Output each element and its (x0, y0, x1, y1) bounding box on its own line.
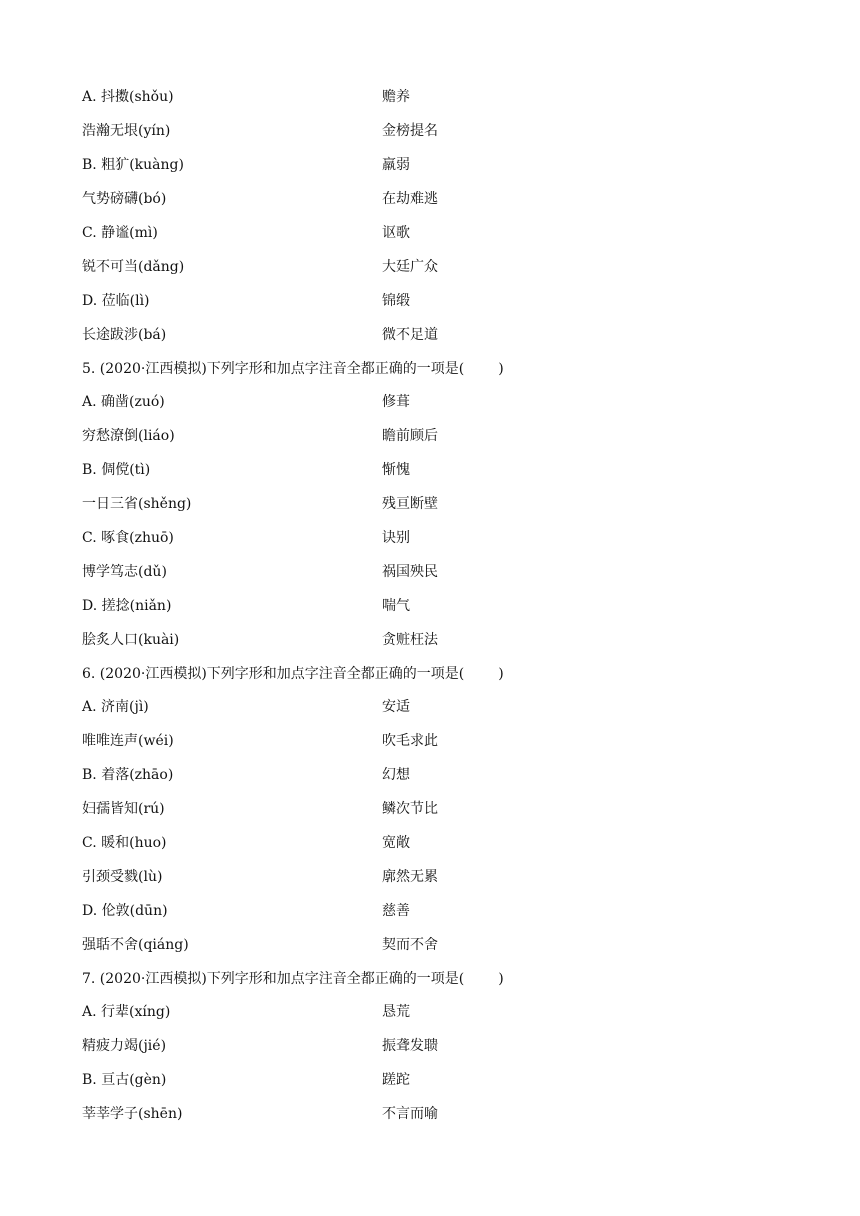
question-5-stem (82, 356, 504, 382)
option-row (82, 796, 782, 822)
option-left: 强聒不舍(qiáng) (82, 937, 189, 953)
option-right: 安适 (382, 699, 410, 715)
question-text: 7. (2020·江西模拟)下列字形和加点字注音全都正确的一项是( (82, 971, 465, 987)
option-row (82, 118, 782, 144)
option-left: 气势磅礴(bó) (82, 191, 167, 207)
option-row (82, 762, 782, 788)
option-row (82, 254, 782, 280)
option-left: 穷愁潦倒(liáo) (82, 428, 175, 444)
option-right: 宽敞 (382, 835, 410, 851)
option-left: 浩瀚无垠(yín) (82, 123, 171, 139)
close-paren: ) (498, 971, 504, 987)
question-text: 6. (2020·江西模拟)下列字形和加点字注音全都正确的一项是( (82, 666, 465, 682)
option-right: 廓然无累 (382, 869, 438, 885)
option-left: D. 伦敦(dūn) (82, 903, 168, 919)
option-row (82, 525, 782, 551)
option-row (82, 423, 782, 449)
question-text: 5. (2020·江西模拟)下列字形和加点字注音全都正确的一项是( (82, 361, 465, 377)
option-row (82, 1067, 782, 1093)
option-row (82, 186, 782, 212)
option-left: C. 静谧(mì) (82, 225, 158, 241)
option-right: 惭愧 (382, 462, 410, 478)
question-7-stem (82, 966, 504, 992)
option-left: A. 行辈(xíng) (82, 1004, 171, 1020)
option-left: D. 莅临(lì) (82, 293, 150, 309)
option-row (82, 694, 782, 720)
option-right: 瞻前顾后 (382, 428, 438, 444)
option-right: 幻想 (382, 767, 410, 783)
option-right: 祸国殃民 (382, 564, 438, 580)
option-row (82, 322, 782, 348)
option-right: 金榜提名 (382, 123, 438, 139)
option-left: 一日三省(shěng) (82, 496, 192, 512)
option-row (82, 932, 782, 958)
option-left: 锐不可当(dǎng) (82, 259, 185, 275)
option-right: 残亘断壁 (382, 496, 438, 512)
option-right: 恳荒 (382, 1004, 410, 1020)
option-right: 蹉跎 (382, 1072, 410, 1088)
option-left: C. 暖和(huo) (82, 835, 167, 851)
option-left: A. 确凿(zuó) (82, 394, 165, 410)
option-row (82, 389, 782, 415)
option-row (82, 220, 782, 246)
option-right: 鳞次节比 (382, 801, 438, 817)
option-row (82, 491, 782, 517)
option-right: 诀别 (382, 530, 410, 546)
option-row (82, 593, 782, 619)
option-right: 贪赃枉法 (382, 632, 438, 648)
option-row (82, 830, 782, 856)
option-left: 引颈受戮(lù) (82, 869, 163, 885)
option-left: 长途跋涉(bá) (82, 327, 167, 343)
option-left: B. 亘古(gèn) (82, 1072, 167, 1088)
option-left: 妇孺皆知(rú) (82, 801, 165, 817)
option-row (82, 152, 782, 178)
option-row (82, 864, 782, 890)
option-left: C. 啄食(zhuō) (82, 530, 174, 546)
option-left: B. 粗犷(kuàng) (82, 157, 184, 173)
option-row (82, 1101, 782, 1127)
option-left: A. 抖擞(shǒu) (82, 89, 174, 105)
option-left: 脍炙人口(kuài) (82, 632, 180, 648)
option-right: 喘气 (382, 598, 410, 614)
option-row (82, 898, 782, 924)
option-right: 振聋发聩 (382, 1038, 438, 1054)
option-row (82, 559, 782, 585)
option-left: B. 倜傥(tì) (82, 462, 151, 478)
option-left: 博学笃志(dǔ) (82, 564, 167, 580)
option-right: 修葺 (382, 394, 410, 410)
option-right: 不言而喻 (382, 1106, 438, 1122)
option-right: 在劫难逃 (382, 191, 438, 207)
option-right: 讴歌 (382, 225, 410, 241)
option-right: 慈善 (382, 903, 410, 919)
option-row (82, 84, 782, 110)
question-6-stem (82, 661, 504, 687)
option-row (82, 1033, 782, 1059)
close-paren: ) (498, 361, 504, 377)
option-left: D. 搓捻(niǎn) (82, 598, 172, 614)
option-row (82, 728, 782, 754)
option-left: B. 着落(zhāo) (82, 767, 174, 783)
option-right: 契而不舍 (382, 937, 438, 953)
option-left: 莘莘学子(shēn) (82, 1106, 183, 1122)
option-left: 唯唯连声(wéi) (82, 733, 174, 749)
option-right: 锦缎 (382, 293, 410, 309)
option-right: 大廷广众 (382, 259, 438, 275)
option-right: 赡养 (382, 89, 410, 105)
option-right: 羸弱 (382, 157, 410, 173)
option-right: 微不足道 (382, 327, 438, 343)
option-right: 吹毛求此 (382, 733, 438, 749)
option-left: A. 济南(jì) (82, 699, 149, 715)
option-row (82, 288, 782, 314)
option-left: 精疲力竭(jié) (82, 1038, 167, 1054)
option-row (82, 457, 782, 483)
option-row (82, 627, 782, 653)
close-paren: ) (498, 666, 504, 682)
option-row (82, 999, 782, 1025)
